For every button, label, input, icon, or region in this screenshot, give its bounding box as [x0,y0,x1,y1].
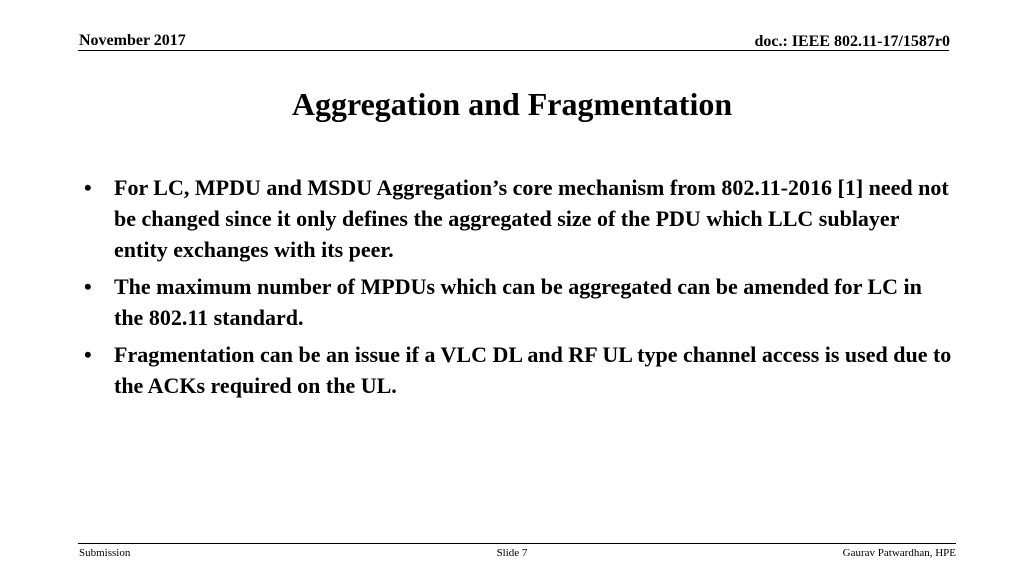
footer-slide-number: Slide 7 [496,547,528,559]
bullet-icon: • [84,175,92,200]
slide-title: Aggregation and Fragmentation [291,86,733,122]
bullet-icon: • [84,274,92,299]
bullet-text: Fragmentation can be an issue if a VLC DL and RF UL type channel access is used due to the ACKs required on the UL. [114,342,952,398]
bullet-item [84,271,954,333]
bullet-list [84,172,954,407]
bullet-text: For LC, MPDU and MSDU Aggregation’s core mechanism from 802.11-2016 [1] need not be changed since it only defines the aggregated size of the PDU which LLC sublayer entity exchanges with its peer. [114,175,949,262]
header-divider [78,50,949,51]
bullet-text: The maximum number of MPDUs which can be aggregated can be amended for LC in the 802.11 standard. [114,274,922,330]
footer-submission: Submission [79,547,131,559]
header-doc-id: doc.: IEEE 802.11-17/1587r0 [754,33,950,50]
footer-author: Gaurav Patwardhan, HPE [842,547,956,559]
header-date: November 2017 [79,32,186,49]
bullet-icon: • [84,342,92,367]
footer-divider [78,543,956,544]
bullet-item [84,339,954,401]
bullet-item [84,172,954,265]
